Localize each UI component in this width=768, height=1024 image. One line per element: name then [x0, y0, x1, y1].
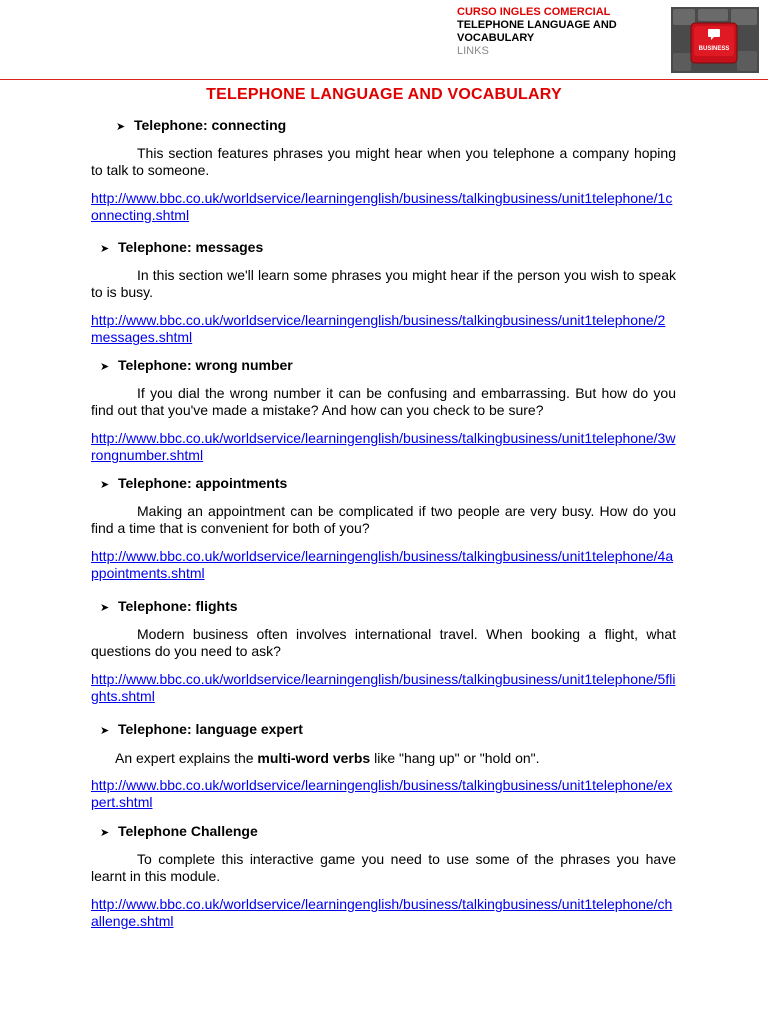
section-link[interactable]: http://www.bbc.co.uk/worldservice/learningenglish/business/talkingbusiness/unit1telephone/challenge.shtml — [91, 896, 673, 929]
section-link[interactable]: http://www.bbc.co.uk/worldservice/learningenglish/business/talkingbusiness/unit1telephone/expert.shtml — [91, 777, 673, 810]
section-text: Modern business often involves international travel. When booking a flight, what questions do you need to ask? — [91, 626, 676, 659]
key-label: BUSINESS — [698, 46, 730, 52]
section-heading: ➤ Telephone Challenge — [100, 823, 258, 842]
arrow-bullet-icon: ➤ — [100, 602, 110, 614]
section-heading: ➤ Telephone: wrong number — [100, 357, 293, 376]
header-title: TELEPHONE LANGUAGE AND VOCABULARY — [457, 19, 617, 44]
section-heading: ➤ Telephone: language expert — [100, 721, 303, 740]
section-heading: ➤ Telephone: connecting — [116, 117, 286, 136]
business-key-image — [671, 7, 759, 73]
course-name: CURSO INGLES COMERCIAL — [457, 6, 611, 18]
header-divider — [0, 79, 768, 80]
section-text: In this section we'll learn some phrases you might hear if the person you wish to speak to is busy. — [91, 267, 676, 300]
section-link[interactable]: http://www.bbc.co.uk/worldservice/learningenglish/business/talkingbusiness/unit1telephone/1connecting.shtml — [91, 190, 673, 223]
arrow-bullet-icon: ➤ — [100, 361, 110, 373]
arrow-bullet-icon: ➤ — [100, 479, 110, 491]
section-link[interactable]: http://www.bbc.co.uk/worldservice/learningenglish/business/talkingbusiness/unit1telephone/2messages.shtml — [91, 312, 666, 345]
section-text: An expert explains the multi-word verbs like "hang up" or "hold on". — [115, 750, 540, 766]
section-text: Making an appointment can be complicated if two people are very busy. How do you find a time that is convenient for both of you? — [91, 503, 676, 536]
section-heading: ➤ Telephone: flights — [100, 598, 238, 617]
header-links-label: LINKS — [457, 45, 489, 57]
section-link[interactable]: http://www.bbc.co.uk/worldservice/learningenglish/business/talkingbusiness/unit1telephone/5flights.shtml — [91, 671, 676, 704]
section-text: If you dial the wrong number it can be confusing and embarrassing. But how do you find out that you've made a mistake? And how can you check to be sure? — [91, 385, 676, 418]
arrow-bullet-icon: ➤ — [116, 121, 126, 133]
section-heading: ➤ Telephone: messages — [100, 239, 263, 258]
bold-term: multi-word verbs — [257, 750, 371, 766]
page-title: TELEPHONE LANGUAGE AND VOCABULARY — [206, 86, 562, 103]
arrow-bullet-icon: ➤ — [100, 725, 110, 737]
arrow-bullet-icon: ➤ — [100, 243, 110, 255]
section-link[interactable]: http://www.bbc.co.uk/worldservice/learningenglish/business/talkingbusiness/unit1telephone/3wrongnumber.shtml — [91, 430, 676, 463]
section-text: To complete this interactive game you need to use some of the phrases you have learnt in this module. — [91, 851, 676, 884]
document-header — [457, 6, 637, 58]
section-link[interactable]: http://www.bbc.co.uk/worldservice/learningenglish/business/talkingbusiness/unit1telephone/4appointments.shtml — [91, 548, 674, 581]
arrow-bullet-icon: ➤ — [100, 827, 110, 839]
section-text: This section features phrases you might hear when you telephone a company hoping to talk to someone. — [91, 145, 676, 178]
section-heading: ➤ Telephone: appointments — [100, 475, 287, 494]
